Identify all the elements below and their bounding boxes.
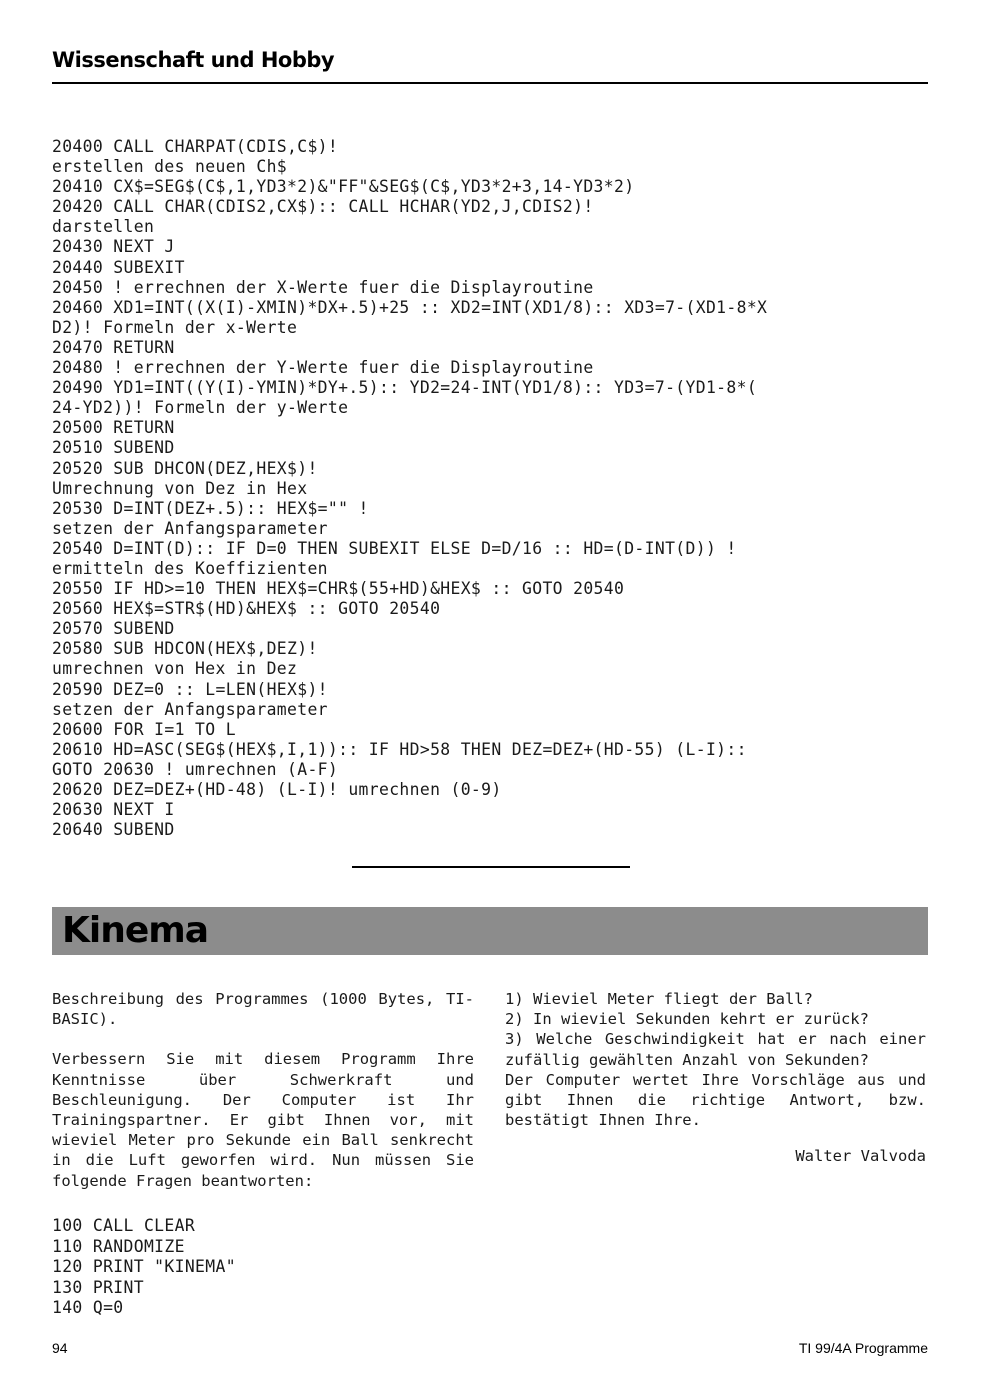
code-line: GOTO 20630 ! umrechnen (A-F)	[52, 759, 339, 779]
code-line: 140 Q=0	[52, 1298, 124, 1318]
code-line: ermitteln des Koeffizienten	[52, 558, 328, 578]
question-item: 3) Welche Geschwindigkeit hat er nach einer zufällig gewählten Anzahl von Sekunden?	[505, 1030, 926, 1069]
question-item: 2) In wieviel Sekunden kehrt er zurück?	[505, 1010, 869, 1029]
article-intro: Beschreibung des Programmes (1000 Bytes, TI-BASIC).	[52, 990, 474, 1029]
code-line: setzen der Anfangsparameter	[52, 518, 328, 538]
code-line: 20410 CX$=SEG$(C$,1,YD3*2)&"FF"&SEG$(C$,YD3*2+3,14-YD3*2)	[52, 177, 635, 197]
article-body: Verbessern Sie mit diesem Programm Ihre Kenntnisse über Schwerkraft und Beschleunigung. Der Computer ist Ihr Trainingspartner. Er gibt Ihnen vor, mit wieviel Meter pro Sekunde ein Ball senkrecht in die Luft geworfen wird. Nun müssen Sie folgende Fragen beantworten:	[52, 1050, 474, 1190]
page-number: 94	[52, 1340, 68, 1356]
section-divider	[352, 866, 630, 868]
code-line: 20620 DEZ=DEZ+(HD-48) (L-I)! umrechnen (0-9)	[52, 780, 502, 799]
code-line: 20540 D=INT(D):: IF D=0 THEN SUBEXIT ELSE D=D/16 :: HD=(D-INT(D)) !	[52, 538, 737, 558]
article-column-right	[505, 989, 926, 1167]
code-line: setzen der Anfangsparameter	[52, 699, 328, 719]
code-listing-top	[52, 137, 767, 840]
code-line: 20440 SUBEXIT	[52, 257, 185, 277]
code-line: 20600 FOR I=1 TO L	[52, 719, 236, 739]
book-title: TI 99/4A Programme	[798, 1340, 928, 1356]
code-line: 20430 NEXT J	[52, 237, 175, 257]
code-line: 120 PRINT "KINEMA"	[52, 1257, 236, 1277]
code-line: 20640 SUBEND	[52, 820, 175, 840]
article-banner	[52, 907, 928, 955]
code-line: 20560 HEX$=STR$(HD)&HEX$ :: GOTO 20540	[52, 599, 441, 619]
article-conclusion: Der Computer wertet Ihre Vorschläge aus und gibt Ihnen die richtige Antwort, bzw. bestätigt Ihnen Ihre.	[505, 1070, 926, 1130]
code-line: Umrechnung von Dez in Hex	[52, 478, 308, 498]
code-line: 20450 ! errechnen der X-Werte fuer die Displayroutine	[52, 277, 594, 297]
article-column-left	[52, 989, 474, 1211]
code-line: erstellen des neuen Ch$	[52, 157, 288, 177]
code-line: 20580 SUB HDCON(HEX$,DEZ)!	[52, 639, 318, 659]
code-line: 20490 YD1=INT((Y(I)-YMIN)*DY+.5):: YD2=24-INT(YD1/8):: YD3=7-(YD1-8*(	[52, 378, 758, 398]
code-line: 20460 XD1=INT((X(I)-XMIN)*DX+.5)+25 :: XD2=INT(XD1/8):: XD3=7-(XD1-8*X	[52, 297, 768, 317]
code-line: umrechnen von Hex in Dez	[52, 659, 298, 679]
code-line: 110 RANDOMIZE	[52, 1236, 185, 1256]
code-line: D2)! Formeln der x-Werte	[52, 317, 298, 337]
header-rule	[52, 82, 928, 84]
code-line: 20610 HD=ASC(SEG$(HEX$,I,1)):: IF HD>58 THEN DEZ=DEZ+(HD-55) (L-I)::	[52, 739, 747, 759]
code-listing-bottom	[52, 1216, 236, 1319]
article-author: Walter Valvoda	[795, 1147, 926, 1166]
code-line: 20590 DEZ=0 :: L=LEN(HEX$)!	[52, 679, 328, 699]
code-line: 20550 IF HD>=10 THEN HEX$=CHR$(55+HD)&HEX$ :: GOTO 20540	[52, 579, 625, 599]
section-header-title: Wissenschaft und Hobby	[52, 48, 335, 72]
code-line: 24-YD2))! Formeln der y-Werte	[52, 398, 349, 418]
code-line: 20420 CALL CHAR(CDIS2,CX$):: CALL HCHAR(YD2,J,CDIS2)!	[52, 197, 594, 217]
question-item: 1) Wieviel Meter fliegt der Ball?	[505, 990, 813, 1008]
code-line: 100 CALL CLEAR	[52, 1216, 196, 1235]
code-line: darstellen	[52, 217, 155, 237]
code-line: 20500 RETURN	[52, 418, 175, 438]
code-line: 20570 SUBEND	[52, 619, 175, 639]
article-title: Kinema	[62, 910, 209, 951]
code-line: 20510 SUBEND	[52, 438, 175, 458]
code-line: 20520 SUB DHCON(DEZ,HEX$)!	[52, 458, 318, 478]
code-line: 20530 D=INT(DEZ+.5):: HEX$="" !	[52, 498, 369, 518]
code-line: 20470 RETURN	[52, 337, 175, 357]
code-line: 130 PRINT	[52, 1277, 144, 1297]
code-line: 20630 NEXT I	[52, 800, 175, 820]
code-line: 20400 CALL CHARPAT(CDIS,C$)!	[52, 137, 339, 156]
code-line: 20480 ! errechnen der Y-Werte fuer die Displayroutine	[52, 358, 594, 378]
